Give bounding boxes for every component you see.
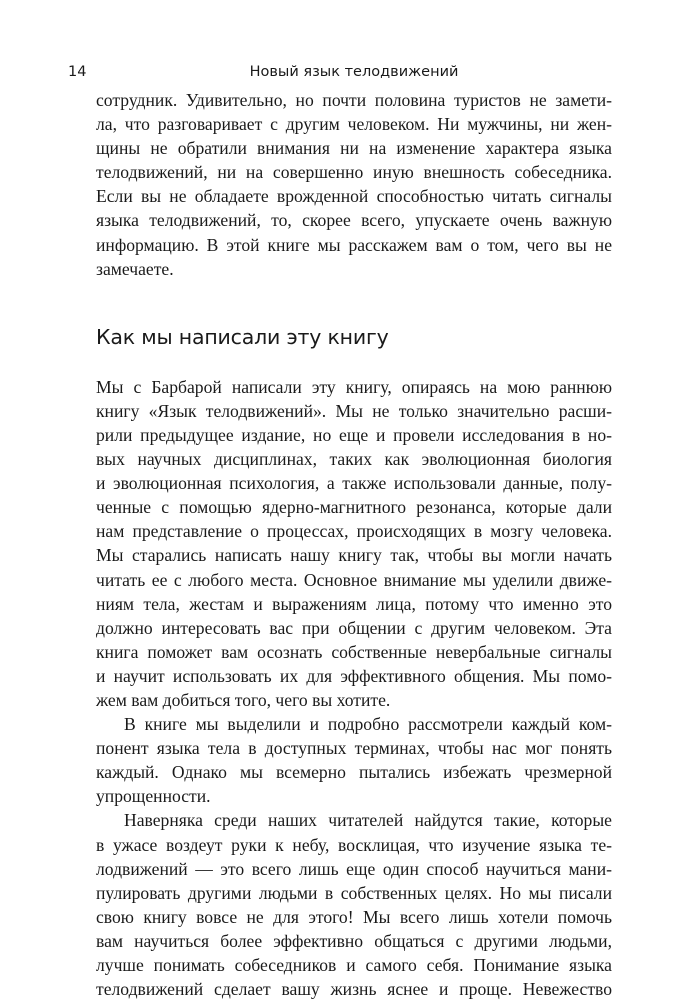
- text-line: и научит использовать их для эффективного общения. Мы помо-: [96, 665, 612, 686]
- page-number: 14: [68, 64, 87, 80]
- text-line: каждый. Однако мы всемерно пытались избежать чрезмерной: [96, 762, 612, 783]
- text-line: книгу «Язык телодвижений». Мы не только значительно расши-: [96, 400, 612, 421]
- text-line: Если вы не обладаете врожденной способностью читать сигналы: [96, 186, 612, 207]
- page-body: [96, 88, 612, 1001]
- text-line: Мы с Барбарой написали эту книгу, опираясь на мою раннюю: [96, 376, 612, 397]
- text-line: языка телодвижений, то, скорее всего, упускаете очень важную: [96, 210, 612, 231]
- text-line: нам представление о процессах, происходящих в мозгу человека.: [96, 521, 612, 542]
- text-line: щины не обратили внимания ни на изменение характера языка: [96, 138, 612, 159]
- text-line: сотрудник. Удивительно, но почти половина туристов не замети-: [96, 90, 612, 110]
- text-line: вых научных дисциплинах, таких как эволюционная биология: [96, 449, 612, 470]
- text-line: телодвижений, ни на совершенно иную внешность собеседника.: [96, 162, 612, 183]
- text-line: упрощенности.: [96, 786, 211, 807]
- intro-paragraph: [96, 88, 612, 281]
- book-page: [68, 58, 612, 1001]
- section-paragraph-1: [96, 375, 612, 712]
- text-line: В книге мы выделили и подробно рассмотрели каждый ком-: [124, 714, 612, 735]
- text-line: ченные с помощью ядерно-магнитного резонанса, которые дали: [96, 497, 612, 518]
- section-heading: Как мы написали эту книгу: [96, 324, 389, 349]
- text-line: и эволюционная психология, а также использовали данные, полу-: [96, 473, 612, 494]
- text-line: ла, что разговаривает с другим человеком. Ни мужчины, ни жен-: [96, 114, 612, 135]
- text-line: свою книгу вовсе не для этого! Мы всего лишь хотели помочь: [96, 906, 612, 927]
- running-header: [68, 58, 612, 88]
- text-line: рили предыдущее издание, но еще и провели исследования в но-: [96, 424, 612, 445]
- text-line: Наверняка среди наших читателей найдутся такие, которые: [124, 810, 612, 831]
- section-paragraph-2: [96, 712, 612, 808]
- text-line: ниям тела, жестам и выражениям лица, потому что именно это: [96, 593, 612, 614]
- text-line: вам научиться более эффективно общаться с другими людьми,: [96, 930, 612, 951]
- text-line: в ужасе воздеут руки к небу, восклицая, что изучение языка те-: [96, 834, 612, 855]
- text-line: лодвижений — это всего лишь еще один способ научиться мани-: [96, 858, 612, 879]
- text-line: книга поможет вам осознать собственные невербальные сигналы: [96, 641, 612, 662]
- text-line: замечаете.: [96, 258, 174, 279]
- text-line: телодвижений сделает вашу жизнь яснее и проще. Невежество: [96, 979, 612, 1000]
- text-line: информацию. В этой книге мы расскажем вам о том, чего вы не: [96, 234, 612, 255]
- text-line: читать ее с любого места. Основное внимание мы уделили движе-: [96, 569, 612, 590]
- text-line: пулировать другими людьми в собственных целях. Но мы писали: [96, 882, 612, 903]
- text-line: понент языка тела в доступных терминах, чтобы нас мог понять: [96, 738, 612, 759]
- running-title: Новый язык телодвижений: [249, 64, 459, 80]
- text-line: должно интересовать вас при общении с другим человеком. Эта: [96, 617, 612, 638]
- text-line: лучше понимать собеседников и самого себя. Понимание языка: [96, 955, 612, 975]
- text-line: Мы старались написать нашу книгу так, чтобы вы могли начать: [96, 545, 612, 566]
- text-line: жем вам добиться того, чего вы хотите.: [96, 689, 391, 710]
- section-paragraph-3: [96, 808, 612, 1001]
